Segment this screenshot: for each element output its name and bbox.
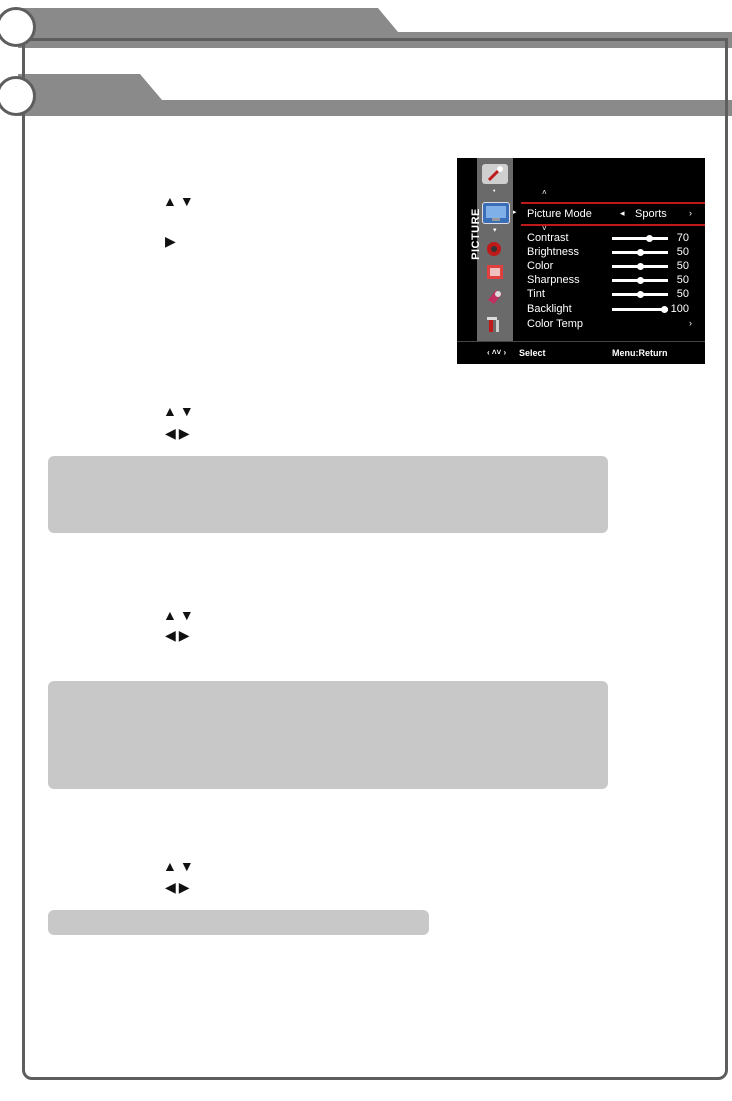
slider-value: 50	[676, 288, 689, 300]
option-right-icon[interactable]: ›	[689, 208, 692, 218]
slider-track[interactable]	[612, 251, 668, 254]
picture-mode-value: Sports	[635, 208, 667, 220]
submenu-arrow-icon: ›	[689, 318, 692, 328]
color-temp-label: Color Temp	[527, 318, 584, 330]
menu-item-color[interactable]	[527, 260, 553, 272]
picture-icon[interactable]	[482, 202, 510, 224]
channel-icon[interactable]	[482, 262, 508, 282]
slider-track[interactable]	[612, 293, 668, 296]
right-arrow-icon: ▶	[165, 233, 179, 249]
dot-indicator-icon: •	[493, 188, 496, 195]
slider-track[interactable]	[612, 308, 668, 311]
wizard-icon[interactable]	[482, 164, 508, 184]
slider-knob[interactable]	[637, 277, 644, 284]
slider-value: 100	[670, 303, 689, 315]
sound-icon[interactable]	[482, 238, 508, 258]
scroll-down-icon[interactable]: ˅	[542, 224, 547, 233]
menu-item-backlight[interactable]	[527, 303, 572, 315]
picture-mode-label: Picture Mode	[527, 208, 592, 220]
up-down-arrow-icon: ▲▼	[163, 403, 197, 419]
left-right-arrow-icon: ◀▶	[165, 627, 193, 643]
up-down-arrow-icon: ▲▼	[163, 858, 197, 874]
menu-item-label: Contrast	[527, 232, 569, 244]
up-down-arrow-icon: ▲▼	[163, 607, 197, 623]
note-box	[48, 910, 429, 935]
slider-value: 50	[676, 260, 689, 272]
note-box	[48, 456, 608, 533]
slider-knob[interactable]	[637, 249, 644, 256]
slider-track[interactable]	[612, 265, 668, 268]
left-right-arrow-icon: ◀▶	[165, 879, 193, 895]
dot-indicator-icon: ▾	[493, 227, 497, 234]
note-box	[48, 681, 608, 789]
menu-item-label: Sharpness	[527, 274, 580, 286]
slider-track[interactable]	[612, 237, 668, 240]
slider-knob[interactable]	[637, 291, 644, 298]
up-down-arrow-icon: ▲▼	[163, 193, 197, 209]
footer-return-hint: Menu:Return	[612, 348, 668, 358]
menu-item-brightness[interactable]	[527, 246, 579, 258]
menu-category-label: PICTURE	[469, 208, 482, 260]
slider-value: 50	[676, 274, 689, 286]
menu-item-tint[interactable]	[527, 288, 545, 300]
slider-knob[interactable]	[646, 235, 653, 242]
tv-osd-menu	[457, 158, 705, 364]
scroll-up-icon[interactable]: ˄	[542, 188, 547, 197]
submenu-arrow-icon: ▸	[513, 209, 517, 216]
left-right-arrow-icon: ◀▶	[165, 425, 193, 441]
slider-value: 70	[676, 232, 689, 244]
menu-item-label: Color	[527, 260, 554, 272]
menu-footer	[457, 341, 705, 364]
slider-value: 50	[676, 246, 689, 258]
footer-select-hint: Select	[519, 348, 546, 358]
menu-item-label: Tint	[527, 288, 545, 300]
menu-item-label: Backlight	[527, 303, 572, 315]
navigation-arrows-icon: ‹ ˄˅ ›	[487, 348, 507, 357]
menu-item-label: Brightness	[527, 246, 579, 258]
option-left-icon[interactable]: ◂	[620, 208, 625, 218]
setup-icon[interactable]	[482, 314, 508, 334]
menu-item-contrast[interactable]	[527, 232, 569, 244]
menu-item-color-temp[interactable]	[527, 318, 583, 330]
menu-item-sharpness[interactable]	[527, 274, 580, 286]
slider-track[interactable]	[612, 279, 668, 282]
slider-knob[interactable]	[637, 263, 644, 270]
menu-item-picture-mode[interactable]	[521, 202, 705, 226]
lock-icon[interactable]	[482, 286, 508, 306]
